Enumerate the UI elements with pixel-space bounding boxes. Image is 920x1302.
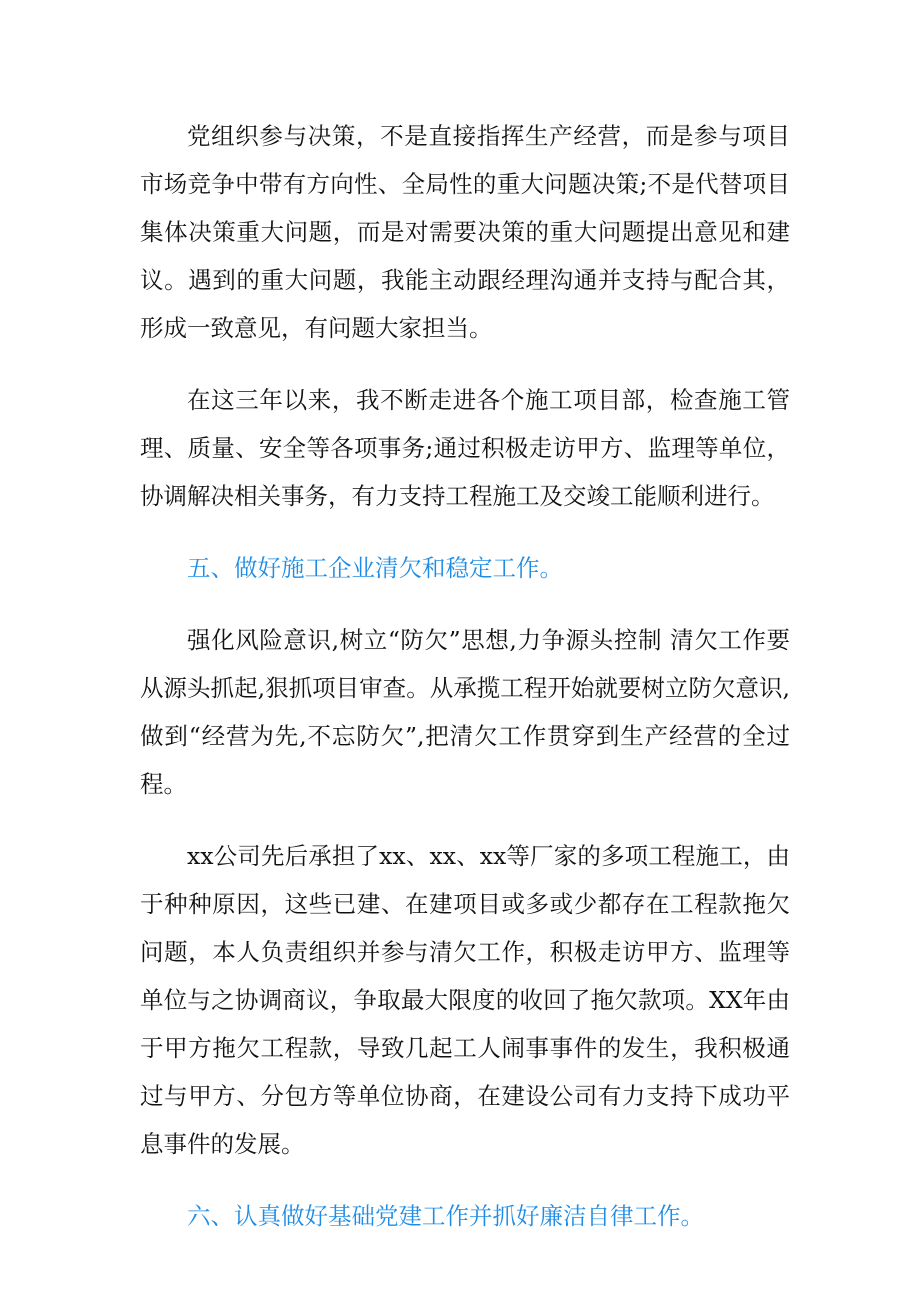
section-heading-5: 五、做好施工企业清欠和稳定工作。	[187, 554, 563, 582]
section-heading-6: 六、认真做好基础党建工作并抓好廉洁自律工作。	[187, 1202, 704, 1230]
paragraph-project-inspection: 在这三年以来，我不断走进各个施工项目部，检查施工管理、质量、安全等各项事务;通过积极走访甲方、监理等单位，协调解决相关事务，有力支持工程施工及交竣工能顺利进行。	[140, 386, 790, 510]
document-body	[140, 112, 790, 1240]
paragraph-party-decision: 党组织参与决策，不是直接指挥生产经营，而是参与项目市场竞争中带有方向性、全局性的重大问题决策;不是代替项目集体决策重大问题，而是对需要决策的重大问题提出意见和建议。遇到的重大问题，我能主动跟经理沟通并支持与配合其，形成一致意见，有问题大家担当。	[140, 122, 790, 342]
paragraph-debt-collection: xx公司先后承担了xx、xx、xx等厂家的多项工程施工，由于种种原因，这些已建、在建项目或多或少都存在工程款拖欠问题，本人负责组织并参与清欠工作，积极走访甲方、监理等单位与之协调商议，争取最大限度的收回了拖欠款项。XX年由于甲方拖欠工程款，导致几起工人闹事事件的发生，我积极通过与甲方、分包方等单位协商，在建设公司有力支持下成功平息事件的发展。	[140, 842, 790, 1158]
paragraph-risk-awareness: 强化风险意识,树立“防欠”思想,力争源头控制 清欠工作要从源头抓起,狠抓项目审查。从承揽工程开始就要树立防欠意识,做到“经营为先,不忘防欠”,把清欠工作贯穿到生产经营的全过程。	[140, 626, 790, 798]
